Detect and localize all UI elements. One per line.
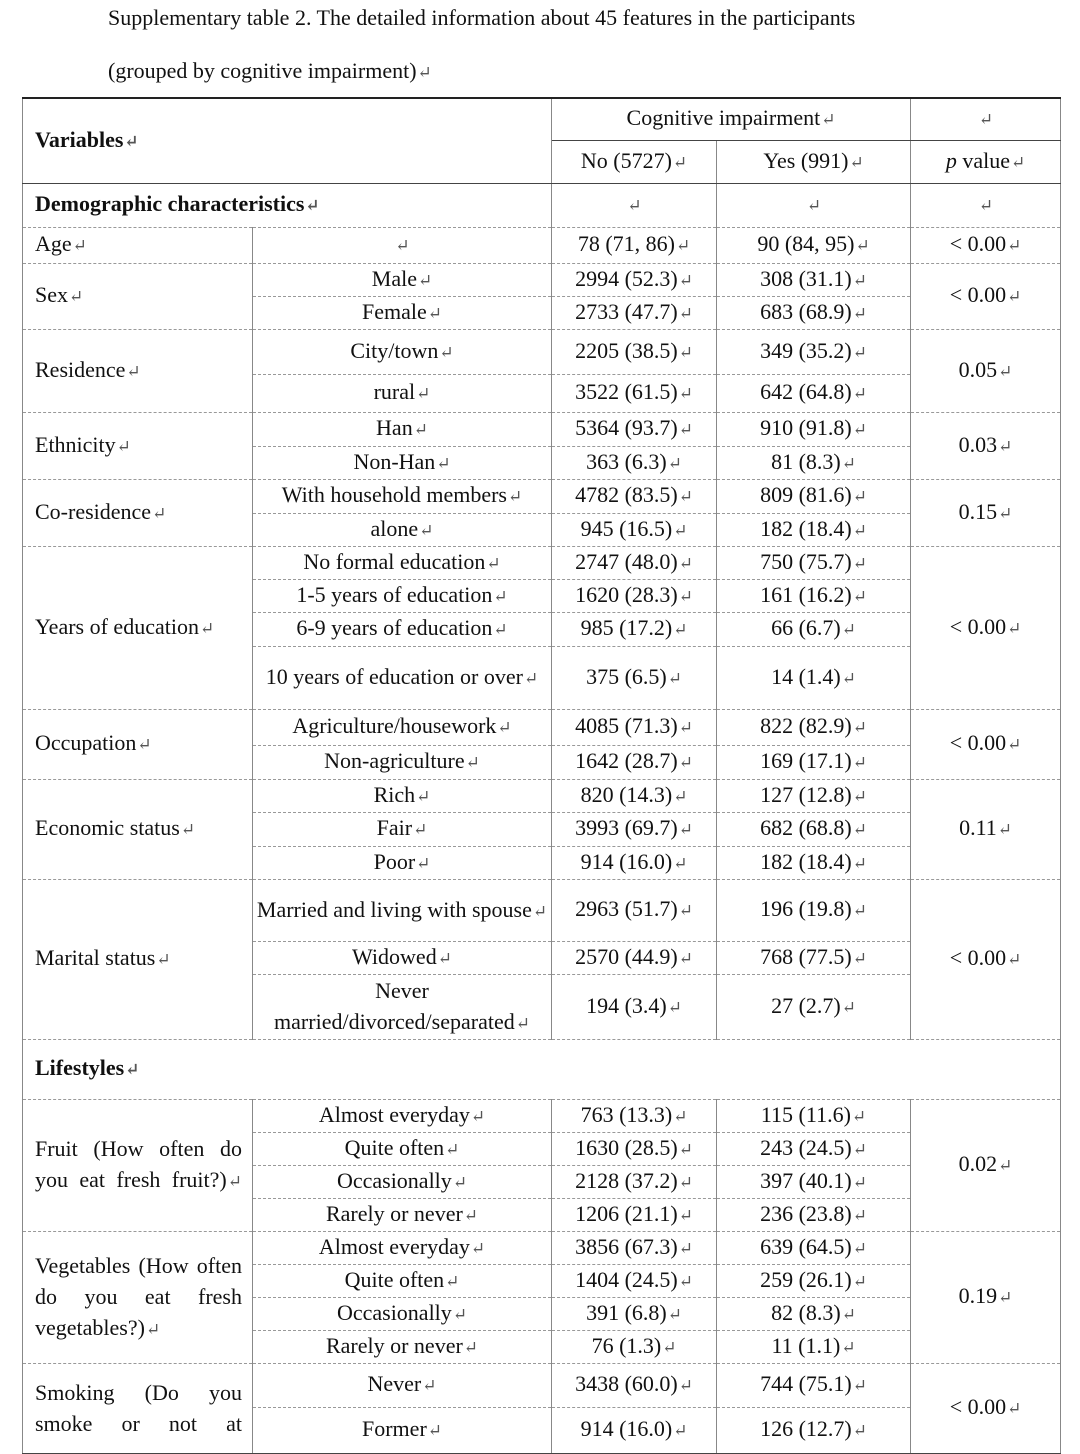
table-cell: 3438 (60.0)↵: [552, 1363, 717, 1407]
return-mark-icon: ↵: [1007, 236, 1022, 255]
return-mark-icon: ↵: [417, 63, 432, 82]
table-cell: Poor↵: [253, 846, 552, 879]
table-cell: Rarely or never↵: [253, 1330, 552, 1363]
return-mark-icon: ↵: [515, 1013, 530, 1033]
return-mark-icon: ↵: [997, 820, 1012, 839]
return-mark-icon: ↵: [678, 1376, 693, 1395]
yes-column-header: Yes (991)↵: [717, 140, 911, 183]
table-cell: Occasionally↵: [253, 1165, 552, 1198]
return-mark-icon: ↵: [72, 236, 87, 255]
return-mark-icon: ↵: [227, 1172, 242, 1191]
return-mark-icon: ↵: [678, 1205, 693, 1225]
table-cell: 182 (18.4)↵: [717, 846, 911, 879]
return-mark-icon: ↵: [841, 453, 856, 473]
table-cell: 1630 (28.5)↵: [552, 1132, 717, 1165]
return-mark-icon: ↵: [998, 1288, 1013, 1307]
table-cell: 308 (31.1)↵: [717, 263, 911, 296]
return-mark-icon: ↵: [419, 520, 434, 540]
return-mark-icon: ↵: [821, 110, 836, 130]
table-cell: < 0.00↵: [911, 227, 1061, 263]
table-cell: 914 (16.0)↵: [552, 846, 717, 879]
table-cell: 196 (19.8)↵: [717, 879, 911, 941]
return-mark-icon: ↵: [470, 1238, 486, 1258]
table-cell: 375 (6.5)↵: [552, 646, 717, 709]
return-mark-icon: ↵: [523, 669, 539, 688]
return-mark-icon: ↵: [116, 436, 131, 456]
return-mark-icon: ↵: [678, 553, 693, 573]
table-cell: 14 (1.4)↵: [717, 646, 911, 709]
table-cell: 2570 (44.9)↵: [552, 941, 717, 974]
table-cell: 914 (16.0)↵: [552, 1407, 717, 1453]
return-mark-icon: ↵: [852, 1421, 867, 1440]
return-mark-icon: ↵: [852, 520, 867, 540]
return-mark-icon: ↵: [437, 948, 452, 968]
table-cell: Almost everyday↵: [253, 1099, 552, 1132]
table-row: [23, 412, 1061, 446]
return-mark-icon: ↵: [1007, 618, 1022, 638]
table-cell: 1-5 years of education↵: [253, 579, 552, 612]
return-mark-icon: ↵: [145, 1319, 161, 1339]
return-mark-icon: ↵: [852, 420, 867, 439]
return-mark-icon: ↵: [199, 618, 215, 638]
table-cell: Married and living with spouse↵: [253, 879, 552, 941]
table-cell: 1642 (28.7)↵: [552, 745, 717, 779]
return-mark-icon: ↵: [852, 901, 867, 920]
return-mark-icon: ↵: [673, 520, 688, 540]
return-mark-icon: ↵: [452, 1172, 468, 1192]
table-cell: 259 (26.1)↵: [717, 1264, 911, 1297]
return-mark-icon: ↵: [673, 1421, 688, 1440]
return-mark-icon: ↵: [678, 487, 693, 506]
return-mark-icon: ↵: [667, 668, 682, 688]
variable-label: Residence↵: [23, 329, 253, 412]
table-cell: Almost everyday↵: [253, 1231, 552, 1264]
section-title-demographic: Demographic characteristics↵: [23, 183, 552, 227]
table-cell: 397 (40.1)↵: [717, 1165, 911, 1198]
return-mark-icon: ↵: [852, 342, 867, 362]
table-cell: [253, 227, 552, 263]
return-mark-icon: ↵: [305, 196, 320, 215]
table-cell: 744 (75.1)↵: [717, 1363, 911, 1407]
return-mark-icon: ↵: [852, 786, 867, 806]
table-cell: Widowed↵: [253, 941, 552, 974]
table-cell: 2747 (48.0)↵: [552, 546, 717, 579]
return-mark-icon: ↵: [678, 1238, 693, 1258]
return-mark-icon: ↵: [852, 1139, 867, 1159]
table-cell: Never↵: [253, 1363, 552, 1407]
table-cell: Non-agriculture↵: [253, 745, 552, 779]
table-cell: 11 (1.1)↵: [717, 1330, 911, 1363]
return-mark-icon: ↵: [841, 1304, 856, 1324]
table-cell: 2963 (51.7)↵: [552, 879, 717, 941]
return-mark-icon: ↵: [395, 236, 410, 255]
return-mark-icon: ↵: [852, 1238, 867, 1258]
return-mark-icon: ↵: [675, 236, 691, 255]
return-mark-icon: ↵: [998, 1156, 1013, 1175]
table-cell: 4085 (71.3)↵: [552, 709, 717, 745]
supplementary-table: [22, 97, 1061, 1454]
table-cell: 5364 (93.7)↵: [552, 412, 717, 446]
table-cell: 809 (81.6)↵: [717, 479, 911, 513]
return-mark-icon: ↵: [841, 620, 856, 639]
return-mark-icon: ↵: [678, 820, 693, 839]
table-cell: 161 (16.2)↵: [717, 579, 911, 612]
table-cell: Rarely or never↵: [253, 1198, 552, 1231]
return-mark-icon: ↵: [439, 342, 454, 362]
table-cell: 0.03↵: [911, 412, 1061, 479]
table-cell: Han↵: [253, 412, 552, 446]
return-mark-icon: ↵: [852, 718, 867, 737]
table-cell: 3993 (69.7)↵: [552, 812, 717, 846]
table-row: [23, 263, 1061, 296]
return-mark-icon: ↵: [156, 950, 171, 969]
return-mark-icon: ↵: [678, 1172, 693, 1192]
return-mark-icon: ↵: [137, 735, 152, 754]
return-mark-icon: ↵: [998, 503, 1013, 523]
return-mark-icon: ↵: [841, 997, 856, 1017]
return-mark-icon: ↵: [416, 384, 431, 403]
return-mark-icon: ↵: [1007, 287, 1022, 306]
table-cell: Former↵: [253, 1407, 552, 1453]
table-cell: With household members↵: [253, 479, 552, 513]
variable-label: Co-residence↵: [23, 479, 253, 546]
table-row-age: [23, 227, 1061, 263]
return-mark-icon: ↵: [673, 620, 688, 639]
return-mark-icon: ↵: [470, 1106, 486, 1126]
table-cell: 349 (35.2)↵: [717, 329, 911, 374]
table-cell: 682 (68.8)↵: [717, 812, 911, 846]
table-cell: < 0.00↵: [911, 263, 1061, 329]
table-cell: 391 (6.8)↵: [552, 1297, 717, 1330]
table-cell: Non-Han↵: [253, 446, 552, 479]
variable-label: Ethnicity↵: [23, 412, 253, 479]
table-cell: Agriculture/housework↵: [253, 709, 552, 745]
return-mark-icon: ↵: [852, 1172, 867, 1192]
table-row: [23, 329, 1061, 374]
table-row: [23, 709, 1061, 745]
return-mark-icon: ↵: [852, 303, 867, 323]
table-cell: 115 (11.6)↵: [717, 1099, 911, 1132]
table-cell: < 0.00↵: [911, 709, 1061, 779]
return-mark-icon: ↵: [126, 361, 141, 381]
return-mark-icon: ↵: [417, 270, 433, 290]
table-cell: 78 (71, 86)↵: [552, 227, 717, 263]
return-mark-icon: ↵: [413, 820, 428, 839]
table-cell: 985 (17.2)↵: [552, 612, 717, 646]
return-mark-icon: ↵: [667, 1304, 682, 1324]
table-cell: 194 (3.4)↵: [552, 974, 717, 1039]
return-mark-icon: ↵: [855, 236, 870, 255]
return-mark-icon: ↵: [852, 270, 867, 290]
variable-label: Vegetables (How often do you eat fresh vegetables?)↵: [23, 1231, 253, 1363]
table-cell: [552, 183, 717, 227]
variables-header: Variables↵: [23, 98, 552, 183]
return-mark-icon: ↵: [852, 1376, 867, 1395]
return-mark-icon: ↵: [532, 901, 548, 921]
table-cell: 2205 (38.5)↵: [552, 329, 717, 374]
table-cell: 0.02↵: [911, 1099, 1061, 1231]
return-mark-icon: ↵: [678, 753, 693, 772]
return-mark-icon: ↵: [667, 453, 682, 473]
section-title-lifestyles: Lifestyles↵: [23, 1039, 1061, 1099]
table-cell: Quite often↵: [253, 1132, 552, 1165]
table-cell: < 0.00↵: [911, 879, 1061, 1039]
table-cell: 127 (12.8)↵: [717, 779, 911, 812]
table-cell: 10 years of education or over↵: [253, 646, 552, 709]
return-mark-icon: ↵: [678, 342, 693, 362]
table-cell: Male↵: [253, 263, 552, 296]
table-cell: < 0.00↵: [911, 1363, 1061, 1453]
table-cell: 81 (8.3)↵: [717, 446, 911, 479]
return-mark-icon: ↵: [678, 303, 693, 323]
table-cell: 76 (1.3)↵: [552, 1330, 717, 1363]
table-row: [23, 479, 1061, 513]
return-mark-icon: ↵: [452, 1304, 468, 1324]
return-mark-icon: ↵: [678, 586, 693, 606]
return-mark-icon: ↵: [427, 303, 443, 323]
table-row: [23, 1099, 1061, 1132]
table-cell: 0.05↵: [911, 329, 1061, 412]
table-row: [23, 1231, 1061, 1264]
return-mark-icon: ↵: [852, 1271, 867, 1291]
return-mark-icon: ↵: [673, 853, 688, 873]
table-cell: 1404 (24.5)↵: [552, 1264, 717, 1297]
table-cell: 910 (91.8)↵: [717, 412, 911, 446]
table-row: [23, 1363, 1061, 1407]
return-mark-icon: ↵: [852, 853, 867, 873]
return-mark-icon: ↵: [841, 668, 856, 688]
variable-label: Sex↵: [23, 263, 253, 329]
table-cell: Fair↵: [253, 812, 552, 846]
return-mark-icon: ↵: [852, 948, 867, 968]
table-cell: 642 (64.8)↵: [717, 374, 911, 412]
table-cell: 2733 (47.7)↵: [552, 296, 717, 329]
return-mark-icon: ↵: [465, 753, 480, 772]
return-mark-icon: ↵: [678, 1271, 693, 1291]
return-mark-icon: ↵: [662, 1337, 677, 1357]
table-cell: 3522 (61.5)↵: [552, 374, 717, 412]
table-cell: Never married/divorced/separated↵: [253, 974, 552, 1039]
return-mark-icon: ↵: [678, 718, 693, 737]
return-mark-icon: ↵: [152, 503, 167, 523]
return-mark-icon: ↵: [852, 586, 867, 606]
return-mark-icon: ↵: [416, 786, 431, 806]
table-cell: 0.11↵: [911, 779, 1061, 879]
return-mark-icon: ↵: [124, 131, 139, 151]
table-cell: [911, 183, 1061, 227]
section-row-demographic: [23, 183, 1061, 227]
table-cell: 639 (64.5)↵: [717, 1231, 911, 1264]
return-mark-icon: ↵: [678, 384, 693, 403]
return-mark-icon: ↵: [416, 853, 431, 873]
table-cell: 820 (14.3)↵: [552, 779, 717, 812]
table-cell: [717, 183, 911, 227]
variable-label: Smoking (Do you smoke or not at: [23, 1363, 253, 1453]
return-mark-icon: ↵: [978, 110, 994, 130]
return-mark-icon: ↵: [1010, 152, 1026, 172]
return-mark-icon: ↵: [672, 152, 688, 172]
return-mark-icon: ↵: [678, 270, 693, 290]
table-cell: alone↵: [253, 513, 552, 546]
return-mark-icon: ↵: [678, 948, 693, 968]
variable-label: Economic status↵: [23, 779, 253, 879]
table-cell: 90 (84, 95)↵: [717, 227, 911, 263]
return-mark-icon: ↵: [806, 196, 822, 215]
return-mark-icon: ↵: [852, 487, 867, 506]
table-cell: City/town↵: [253, 329, 552, 374]
return-mark-icon: ↵: [673, 1106, 688, 1126]
table-cell: 2994 (52.3)↵: [552, 263, 717, 296]
return-mark-icon: ↵: [998, 361, 1013, 381]
table-caption-line-1: Supplementary table 2. The detailed information about 45 features in the participants: [108, 5, 856, 30]
variable-label: Marital status↵: [23, 879, 253, 1039]
table-row: [23, 779, 1061, 812]
return-mark-icon: ↵: [852, 384, 867, 403]
table-cell: Female↵: [253, 296, 552, 329]
return-mark-icon: ↵: [125, 1060, 140, 1079]
return-mark-icon: ↵: [978, 196, 994, 215]
return-mark-icon: ↵: [852, 820, 867, 839]
no-column-header: No (5727)↵: [552, 140, 717, 183]
return-mark-icon: ↵: [849, 152, 864, 172]
table-cell: Occasionally↵: [253, 1297, 552, 1330]
table-cell: 182 (18.4)↵: [717, 513, 911, 546]
return-mark-icon: ↵: [413, 420, 428, 439]
variable-label: Years of education↵: [23, 546, 253, 709]
return-mark-icon: ↵: [422, 1376, 437, 1395]
return-mark-icon: ↵: [463, 1337, 479, 1357]
table-cell: 4782 (83.5)↵: [552, 479, 717, 513]
return-mark-icon: ↵: [627, 196, 642, 215]
table-cell: 6-9 years of education↵: [253, 612, 552, 646]
table-cell: 683 (68.9)↵: [717, 296, 911, 329]
table-cell: 169 (17.1)↵: [717, 745, 911, 779]
return-mark-icon: ↵: [463, 1205, 479, 1225]
return-mark-icon: ↵: [852, 553, 867, 573]
table-cell: 0.19↵: [911, 1231, 1061, 1363]
table-cell: 236 (23.8)↵: [717, 1198, 911, 1231]
return-mark-icon: ↵: [1007, 1399, 1022, 1418]
variable-label: Age↵: [23, 227, 253, 263]
table-cell: 66 (6.7)↵: [717, 612, 911, 646]
cognitive-impairment-header: Cognitive impairment↵: [552, 98, 911, 140]
return-mark-icon: ↵: [673, 786, 688, 806]
return-mark-icon: ↵: [678, 1139, 693, 1159]
return-mark-icon: ↵: [493, 586, 508, 606]
variable-label: Fruit (How often do you eat fresh fruit?)↵: [23, 1099, 253, 1231]
return-mark-icon: ↵: [678, 901, 693, 920]
return-mark-icon: ↵: [436, 453, 451, 473]
table-cell: 763 (13.3)↵: [552, 1099, 717, 1132]
table-cell: 768 (77.5)↵: [717, 941, 911, 974]
return-mark-icon: ↵: [69, 287, 84, 306]
table-cell: 1206 (21.1)↵: [552, 1198, 717, 1231]
return-mark-icon: ↵: [445, 1139, 460, 1159]
table-cell: Rich↵: [253, 779, 552, 812]
header-empty-cell: [911, 98, 1061, 140]
table-cell: rural↵: [253, 374, 552, 412]
table-row: [23, 879, 1061, 941]
p-value-header: p value↵: [911, 140, 1061, 183]
table-cell: 363 (6.3)↵: [552, 446, 717, 479]
table-cell: No formal education↵: [253, 546, 552, 579]
table-row: [23, 546, 1061, 579]
table-cell: 1620 (28.3)↵: [552, 579, 717, 612]
return-mark-icon: ↵: [497, 718, 512, 737]
return-mark-icon: ↵: [852, 753, 867, 772]
table-cell: 3856 (67.3)↵: [552, 1231, 717, 1264]
return-mark-icon: ↵: [998, 436, 1013, 456]
table-cell: 82 (8.3)↵: [717, 1297, 911, 1330]
return-mark-icon: ↵: [852, 1205, 867, 1225]
return-mark-icon: ↵: [667, 997, 682, 1017]
table-cell: 126 (12.7)↵: [717, 1407, 911, 1453]
table-cell: 822 (82.9)↵: [717, 709, 911, 745]
table-caption-line-2: (grouped by cognitive impairment)↵: [108, 58, 432, 83]
table-cell: 0.15↵: [911, 479, 1061, 546]
table-cell: < 0.00↵: [911, 546, 1061, 709]
return-mark-icon: ↵: [486, 553, 501, 573]
table-cell: Quite often↵: [253, 1264, 552, 1297]
header-row-1: [23, 98, 1061, 140]
return-mark-icon: ↵: [678, 420, 693, 439]
table-cell: 243 (24.5)↵: [717, 1132, 911, 1165]
variable-label: Occupation↵: [23, 709, 253, 779]
table-cell: 945 (16.5)↵: [552, 513, 717, 546]
table-cell: 2128 (37.2)↵: [552, 1165, 717, 1198]
return-mark-icon: ↵: [427, 1421, 443, 1440]
return-mark-icon: ↵: [1007, 950, 1022, 969]
return-mark-icon: ↵: [445, 1271, 460, 1291]
section-row-lifestyles: [23, 1039, 1061, 1099]
table-cell: 27 (2.7)↵: [717, 974, 911, 1039]
return-mark-icon: ↵: [507, 487, 523, 506]
return-mark-icon: ↵: [180, 820, 196, 839]
return-mark-icon: ↵: [841, 1337, 856, 1357]
return-mark-icon: ↵: [851, 1106, 867, 1126]
return-mark-icon: ↵: [493, 620, 508, 639]
return-mark-icon: ↵: [1007, 735, 1022, 754]
table-cell: 750 (75.7)↵: [717, 546, 911, 579]
